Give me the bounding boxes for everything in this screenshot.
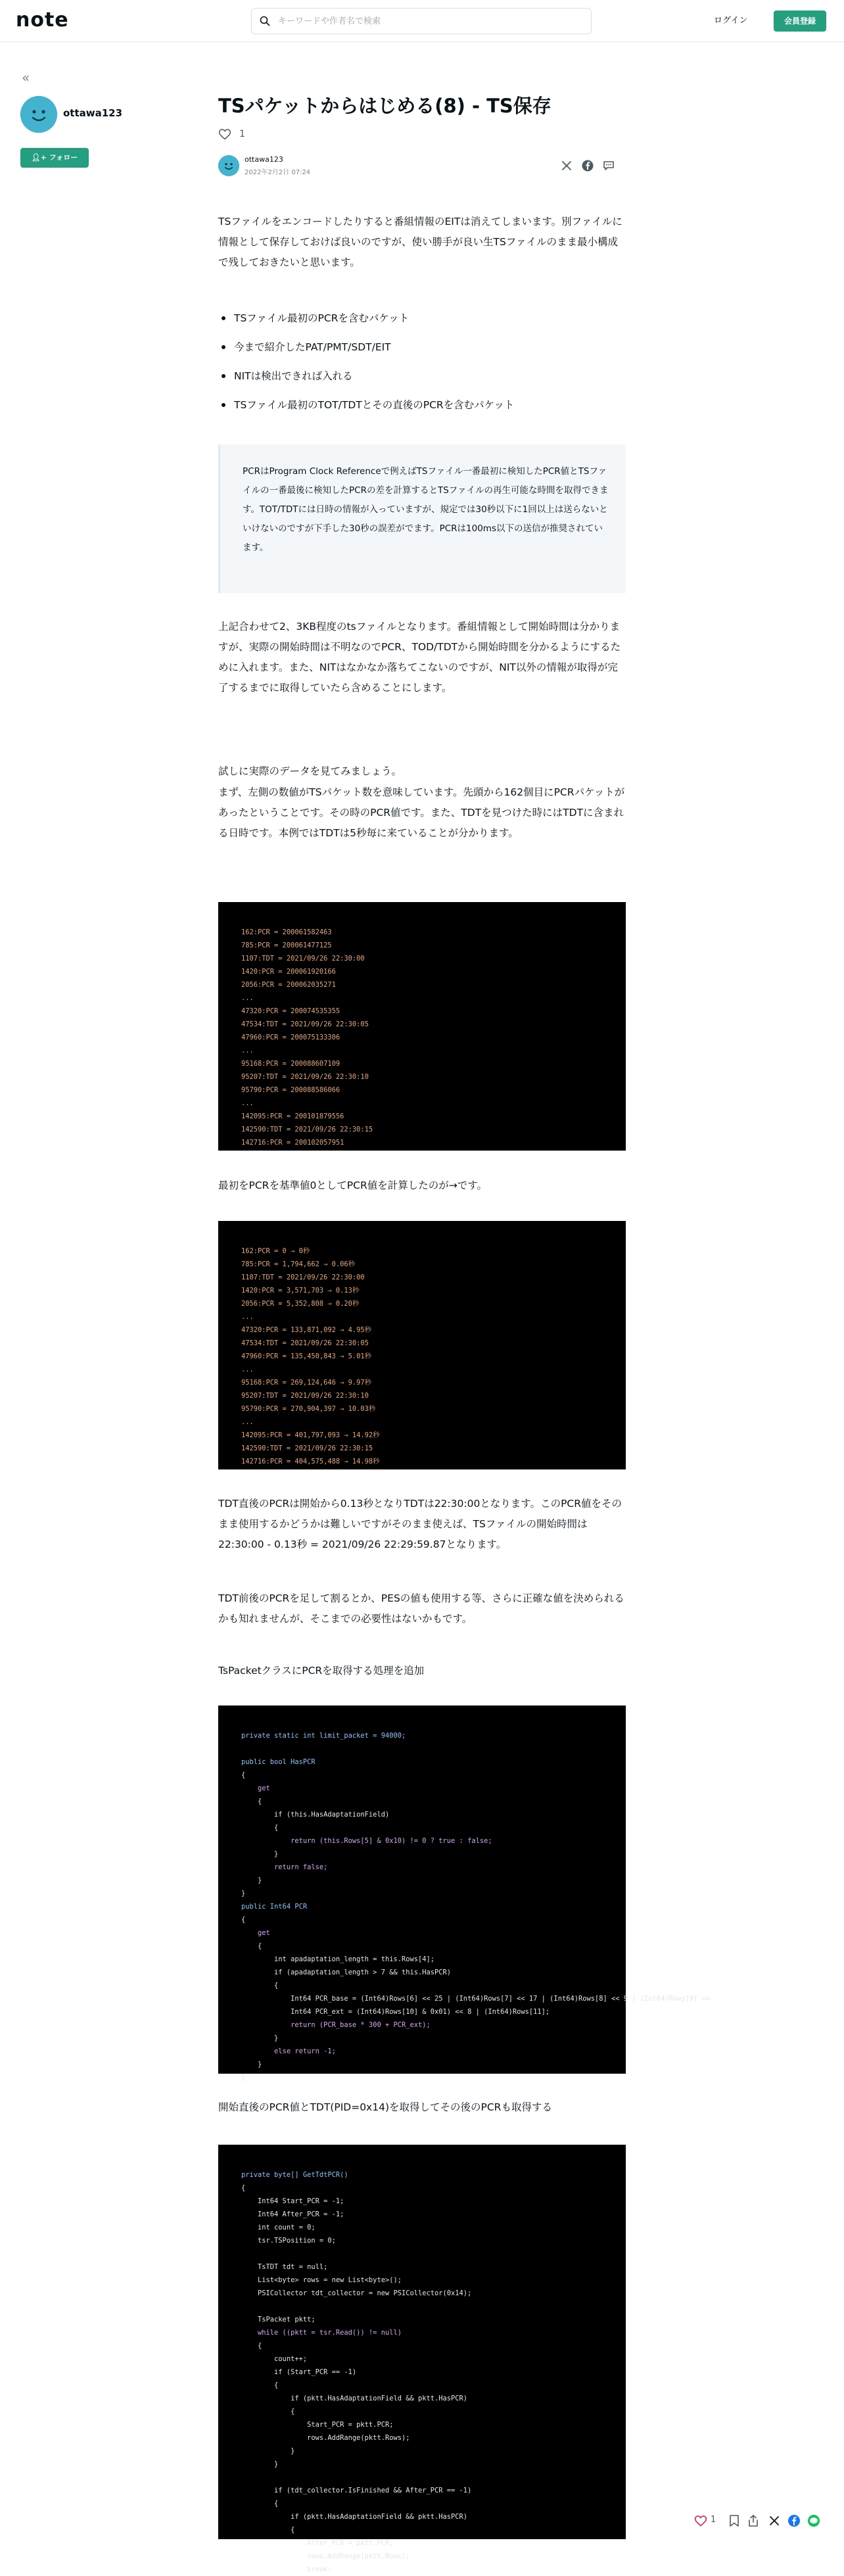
code-line: } xyxy=(241,2074,246,2082)
code-line: break; xyxy=(241,2565,332,2573)
global-header xyxy=(0,0,844,42)
data-explanation-paragraph: まず、左側の数値がTSパケット数を意味しています。先頭から162個目にPCRパケットがあったということです。その時のPCR値です。また、TDTを見つけた時にはTDTに含まれる日時です。本例ではTDTは5秒毎に来ていることが分かります。 xyxy=(218,786,625,839)
code-line: 47960:PCR = 200075133306 xyxy=(241,1034,340,1041)
code-line: else return -1; xyxy=(241,2047,336,2055)
list-item: NITは検出できれば入れる xyxy=(218,367,626,396)
code-line: 95207:TDT = 2021/09/26 22:30:10 xyxy=(241,1392,369,1400)
code-line: { xyxy=(241,1916,246,1924)
code-line: public bool HasPCR xyxy=(241,1758,316,1766)
code-line: 95168:PCR = 200088607109 xyxy=(241,1060,340,1068)
code-line: get xyxy=(241,1784,270,1792)
code-line: if (Start_PCR == -1) xyxy=(241,2368,357,2376)
code-line: return false; xyxy=(241,1863,328,1871)
code-line: 162:PCR = 0 → 0秒 xyxy=(241,1247,310,1255)
code-line: Int64 Start_PCR = -1; xyxy=(241,2197,344,2205)
precision-paragraph: TDT前後のPCRを足して割るとか、PESの値も使用する等、さらに正確な値を決められるかも知れませんが、そこまでの必要性はないかもです。 xyxy=(218,1592,624,1625)
author-avatar[interactable] xyxy=(218,155,239,176)
code-line: return (PCR_base * 300 + PCR_ext); xyxy=(241,2021,431,2029)
code-line: { xyxy=(241,1982,279,1990)
code-line: 1420:PCR = 200061920166 xyxy=(241,968,336,976)
intro-paragraph: TSファイルをエンコードしたりすると番組情報のEITは消えてしまいます。別ファイルに情報として保存しておけば良いのですが、使い勝手が良い生TSファイルのまま最小構成で残しておきたいと思います。 xyxy=(218,216,622,268)
code-line: Int64 PCR_base = (Int64)Rows[6] << 25 | (Int64)Rows[7] << 17 | (Int64)Rows[8] << 9 | (Int64)Rows[9] << xyxy=(241,1995,711,2003)
code-line: if (apadaptation_length > 7 && this.HasPCR) xyxy=(241,1968,452,1976)
code-line: 95790:PCR = 270,904,397 → 10.03秒 xyxy=(241,1405,376,1413)
like-count[interactable]: 1 xyxy=(239,129,245,139)
x-icon[interactable] xyxy=(560,159,573,172)
pcr-base-paragraph: 最初をPCRを基準値0としてPCR値を計算したのが→です。 xyxy=(218,1180,487,1191)
creator-avatar[interactable] xyxy=(20,96,57,133)
code-line: } xyxy=(241,1876,262,1884)
list-item: TSファイル最初のTOT/TDTとその直後のPCRを含むパケット xyxy=(218,396,626,425)
search-icon xyxy=(260,16,270,26)
heart-icon[interactable] xyxy=(218,128,231,141)
code-line: 2056:PCR = 200062035271 xyxy=(241,981,336,989)
code-line: private static int limit_packet = 94000; xyxy=(241,1732,406,1740)
code-line: 142716:PCR = 200102057951 xyxy=(241,1139,344,1147)
list-item: TSファイル最初のPCRを含むパケット xyxy=(218,309,626,338)
code-line: 2056:PCR = 5,352,808 → 0.20秒 xyxy=(241,1300,360,1308)
code-text xyxy=(218,1221,626,1468)
article-title: TSパケットからはじめる(8) - TS保存 xyxy=(218,95,551,117)
search-input[interactable] xyxy=(278,9,580,34)
floating-action-bar xyxy=(693,2512,841,2530)
code-line: int count = 0; xyxy=(241,2224,316,2231)
code-line: Int64 PCR_ext = (Int64)Rows[10] & 0x01) << 8 | (Int64)Rows[11]; xyxy=(241,2008,550,2016)
login-link[interactable]: ログイン xyxy=(714,16,748,26)
code-line: { xyxy=(241,1771,246,1779)
code-line: 142590:TDT = 2021/09/26 22:30:15 xyxy=(241,1126,373,1133)
code-line: { xyxy=(241,2184,246,2192)
code-line xyxy=(241,2300,626,2313)
code-block-relative-pcr xyxy=(218,1221,626,1469)
signup-button[interactable]: 会員登録 xyxy=(774,11,826,32)
code-line: 1107:TDT = 2021/09/26 22:30:00 xyxy=(241,1274,365,1281)
code-line: 47320:PCR = 133,871,092 → 4.95秒 xyxy=(241,1326,372,1334)
code-line: if (pktt.HasAdaptationField && pktt.HasPCR) xyxy=(241,2513,468,2521)
data-intro-line: 試しに実際のデータを見てみましょう。 xyxy=(218,765,402,777)
code-line: TsTDT tdt = null; xyxy=(241,2263,328,2271)
tspacket-heading-paragraph: TsPacketクラスにPCRを取得する処理を追加 xyxy=(218,1665,425,1677)
code-line xyxy=(241,1742,626,1755)
code-line: ... xyxy=(241,1313,254,1321)
code-line: { xyxy=(241,2500,279,2508)
code-line: if (pktt.HasAdaptationField && pktt.HasPCR) xyxy=(241,2395,468,2402)
publish-date: 2022年2月2日 07:24 xyxy=(245,169,311,176)
code-line xyxy=(241,2471,626,2484)
code-text xyxy=(218,2145,626,2576)
list-item: 今まで紹介したPAT/PMT/SDT/EIT xyxy=(218,338,626,367)
code-line: } xyxy=(241,2061,262,2068)
add-user-icon: 👤︎+ xyxy=(31,153,47,162)
code-line: } xyxy=(241,1850,279,1858)
code-line: 142716:PCR = 404,575,488 → 14.98秒 xyxy=(241,1458,380,1466)
code-line: public Int64 PCR xyxy=(241,1903,308,1911)
share-icon[interactable] xyxy=(747,2514,760,2527)
code-line xyxy=(241,2247,626,2260)
code-line: 1420:PCR = 3,571,703 → 0.13秒 xyxy=(241,1287,360,1295)
code-line: rows.AddRange(pktt.Rows); xyxy=(241,2434,410,2442)
code-line: { xyxy=(241,1824,279,1832)
code-line: 95168:PCR = 269,124,646 → 9.97秒 xyxy=(241,1379,372,1387)
code-line: 47320:PCR = 200074535355 xyxy=(241,1007,340,1015)
requirement-list xyxy=(218,309,626,425)
author-bar xyxy=(218,155,626,178)
code-line: PSICollector tdt_collector = new PSICollector(0x14); xyxy=(241,2289,472,2297)
heart-icon[interactable] xyxy=(694,2514,707,2527)
creator-name[interactable]: ottawa123 xyxy=(63,107,123,119)
code-line: TsPacket pktt; xyxy=(241,2316,316,2324)
code-line: 162:PCR = 200061582463 xyxy=(241,928,332,936)
floating-like-count[interactable]: 1 xyxy=(711,2515,716,2525)
hatena-icon[interactable] xyxy=(602,159,615,172)
code-line: 47534:TDT = 2021/09/26 22:30:05 xyxy=(241,1020,369,1028)
code-line: ... xyxy=(241,1366,254,1373)
code-line: private byte[] GetTdtPCR() xyxy=(241,2171,348,2179)
facebook-icon[interactable] xyxy=(787,2514,801,2527)
code-line: if (this.HasAdaptationField) xyxy=(241,1811,390,1819)
code-line: { xyxy=(241,1798,262,1805)
code-line: 95207:TDT = 2021/09/26 22:30:10 xyxy=(241,1073,369,1081)
code-line: ... xyxy=(241,1099,254,1107)
code-line: { xyxy=(241,1942,262,1950)
code-line: } xyxy=(241,1890,246,1897)
code-line: { xyxy=(241,2526,295,2534)
collapse-icon[interactable]: « xyxy=(22,70,30,85)
code-line: } xyxy=(241,2034,279,2042)
code-line: ... xyxy=(241,994,254,1002)
smiley-avatar-icon xyxy=(20,96,57,133)
bookmark-icon[interactable] xyxy=(728,2514,740,2527)
tdt-paragraph: TDT直後のPCRは開始から0.13秒となりTDTは22:30:00となります。このPCR値をそのまま使用するかどうかは難しいですがそのまま使えば、TSファイルの開始時間は22:30:00 - 0.13秒 = 2021/09/26 22:29:59.87となります。 xyxy=(218,1498,622,1550)
code-line: ... xyxy=(241,1418,254,1426)
code-line: 142095:PCR = 200101879556 xyxy=(241,1112,344,1120)
code-line: return (this.Rows[5] & 0x10) != 0 ? true : false; xyxy=(241,1837,492,1845)
follow-button[interactable] xyxy=(20,148,89,168)
code-line: } xyxy=(241,2447,295,2455)
code-text xyxy=(218,902,626,1149)
code-line: 47960:PCR = 135,450,843 → 5.01秒 xyxy=(241,1352,372,1360)
search-box[interactable] xyxy=(251,8,592,34)
code-line: List<byte> rows = new List<byte>(); xyxy=(241,2276,402,2284)
code-line: get xyxy=(241,1929,270,1937)
code-line: 47534:TDT = 2021/09/26 22:30:05 xyxy=(241,1339,369,1347)
code-line: tsr.TSPosition = 0; xyxy=(241,2237,336,2245)
code-line: while ((pktt = tsr.Read()) != null) xyxy=(241,2329,402,2337)
x-icon[interactable] xyxy=(768,2514,781,2527)
line-icon[interactable] xyxy=(807,2514,820,2527)
code-line: 142095:PCR = 401,797,093 → 14.92秒 xyxy=(241,1431,380,1439)
facebook-icon[interactable] xyxy=(581,159,594,172)
code-line: After_PCR = pktt.PCR; xyxy=(241,2539,394,2547)
author-name[interactable]: ottawa123 xyxy=(245,155,283,164)
follow-label: フォロー xyxy=(49,153,78,162)
code-text xyxy=(218,1705,711,2084)
blockquote-text: PCRはProgram Clock Referenceで例えばTSファイル一番最初に検知したPCR値とTSファイルの一番最後に検知したPCRの差を計算するとTSファイルの再生可能な時間を取得できます。TOT/TDTには日時の情報が入っていますが、規定では30秒以下に1回以上は送らないといけないのですが下手した30秒の誤差がでます。PCRは100ms以下の送信が推奨されています。 xyxy=(243,466,609,553)
code-line: { xyxy=(241,2408,295,2416)
code-line: Int64 After_PCR = -1; xyxy=(241,2210,344,2218)
code-block-tspacket-pcr xyxy=(218,1705,711,2082)
code-line: ... xyxy=(241,1047,254,1055)
code-line: { xyxy=(241,2342,262,2350)
smiley-avatar-icon xyxy=(218,155,239,176)
code-line: { xyxy=(241,2381,279,2389)
gettdtpcr-heading-paragraph: 開始直後のPCR値とTDT(PID=0x14)を取得してその後のPCRも取得する xyxy=(218,2101,552,2113)
note-logo[interactable]: note xyxy=(16,9,69,32)
code-line: 142590:TDT = 2021/09/26 22:30:15 xyxy=(241,1444,373,1452)
code-line: 1107:TDT = 2021/09/26 22:30:00 xyxy=(241,955,365,963)
code-line: 785:PCR = 200061477125 xyxy=(241,942,332,949)
code-line: int apadaptation_length = this.Rows[4]; xyxy=(241,1955,435,1963)
code-block-raw-pcr xyxy=(218,902,626,1151)
size-paragraph: 上記合わせて2、3KB程度のtsファイルとなります。番組情報として開始時間は分かりますが、実際の開始時間は不明なのでPCR、TOD/TDTから開始時間を分かるようにするために入れます。また、NITはなかなか落ちてこないのですが、NIT以外の情報が取得が完了するまでに取得していたら含めることにします。 xyxy=(218,621,621,694)
code-line: rows.AddRange(pktt.Rows); xyxy=(241,2552,410,2560)
code-line: if (tdt_collector.IsFinished && After_PCR == -1) xyxy=(241,2487,472,2494)
code-block-gettdtpcr xyxy=(218,2145,626,2573)
code-line: 785:PCR = 1,794,662 → 0.06秒 xyxy=(241,1260,356,1268)
code-line: count++; xyxy=(241,2355,308,2363)
code-line: 95790:PCR = 200088586066 xyxy=(241,1086,340,1094)
pcr-note-blockquote xyxy=(218,444,626,593)
code-line: } xyxy=(241,2460,279,2468)
code-line: Start_PCR = pktt.PCR; xyxy=(241,2421,394,2429)
